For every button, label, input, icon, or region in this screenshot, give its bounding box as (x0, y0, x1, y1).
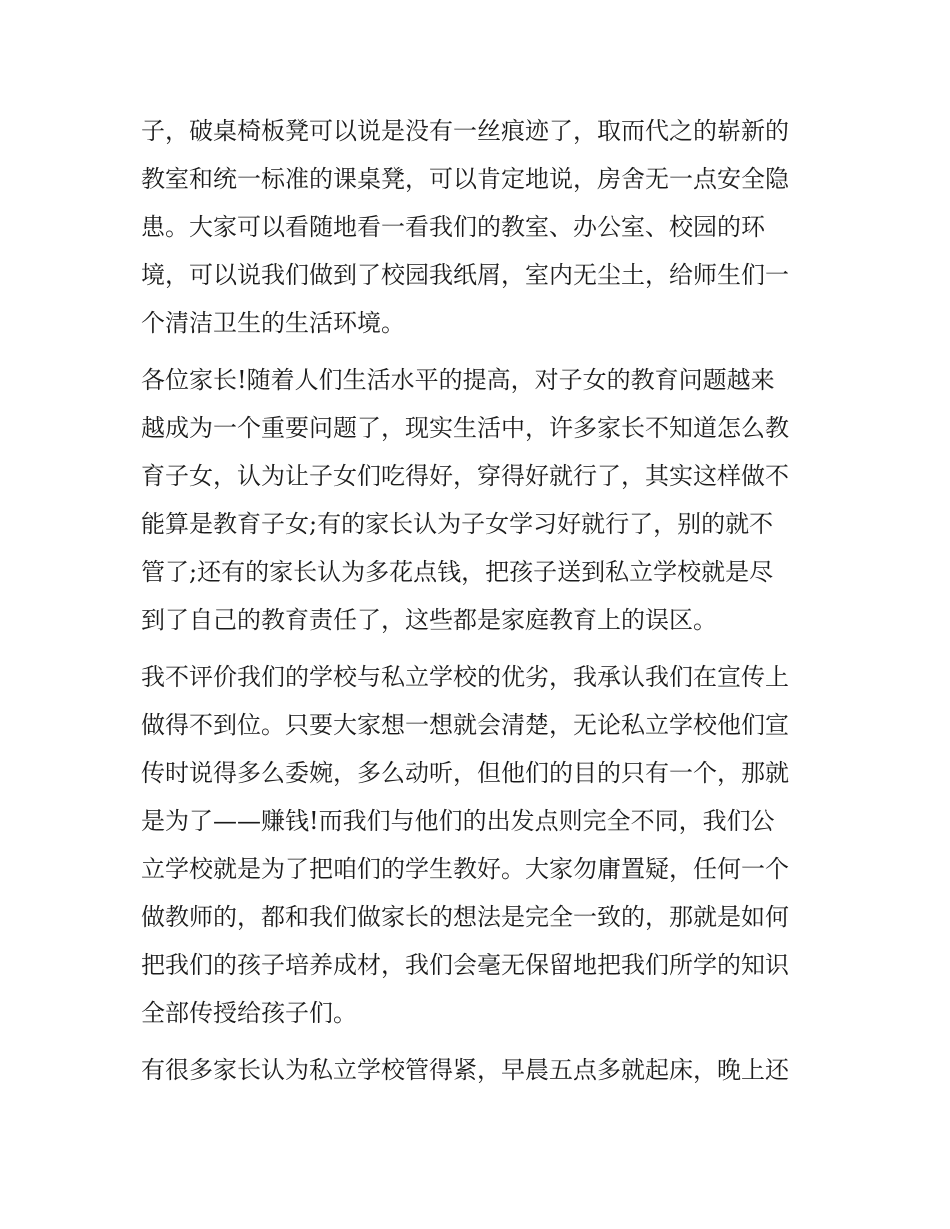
text-line: 能算是教育子女;有的家长认为子女学习好就行了，别的就不 (141, 510, 774, 538)
text-line: 全部传授给孩子们。 (141, 999, 357, 1027)
text-line: 我不评价我们的学校与私立学校的优劣，我承认我们在宣传上 (141, 663, 789, 691)
text-line: 教室和统一标准的课桌凳，可以肯定地说，房舍无一点安全隐 (141, 165, 789, 193)
text-line: 各位家长!随着人们生活水平的提高，对子女的教育问题越来 (141, 366, 775, 394)
text-line: 育子女，认为让子女们吃得好，穿得好就行了，其实这样做不 (141, 462, 789, 490)
text-line: 境，可以说我们做到了校园我纸屑，室内无尘土，给师生们一 (141, 261, 789, 289)
text-line: 到了自己的教育责任了，这些都是家庭教育上的误区。 (141, 606, 717, 634)
text-line: 越成为一个重要问题了，现实生活中，许多家长不知道怎么教 (141, 414, 789, 442)
text-line: 患。大家可以看随地看一看我们的教室、办公室、校园的环 (141, 213, 765, 241)
text-line: 有很多家长认为私立学校管得紧，早晨五点多就起床，晚上还 (141, 1056, 789, 1084)
text-line: 管了;还有的家长认为多花点钱，把孩子送到私立学校就是尽 (141, 558, 774, 586)
text-line: 把我们的孩子培养成材，我们会毫无保留地把我们所学的知识 (141, 951, 789, 979)
text-line: 子，破桌椅板凳可以说是没有一丝痕迹了，取而代之的崭新的 (141, 117, 789, 145)
text-line: 立学校就是为了把咱们的学生教好。大家勿庸置疑，任何一个 (141, 855, 789, 883)
text-line: 做教师的，都和我们做家长的想法是完全一致的，那就是如何 (141, 903, 789, 931)
text-line: 是为了——赚钱!而我们与他们的出发点则完全不同，我们公 (141, 807, 775, 835)
text-line: 传时说得多么委婉，多么动听，但他们的目的只有一个，那就 (141, 759, 789, 787)
text-line: 做得不到位。只要大家想一想就会清楚，无论私立学校他们宣 (141, 711, 789, 739)
text-line: 个清洁卫生的生活环境。 (141, 309, 405, 337)
